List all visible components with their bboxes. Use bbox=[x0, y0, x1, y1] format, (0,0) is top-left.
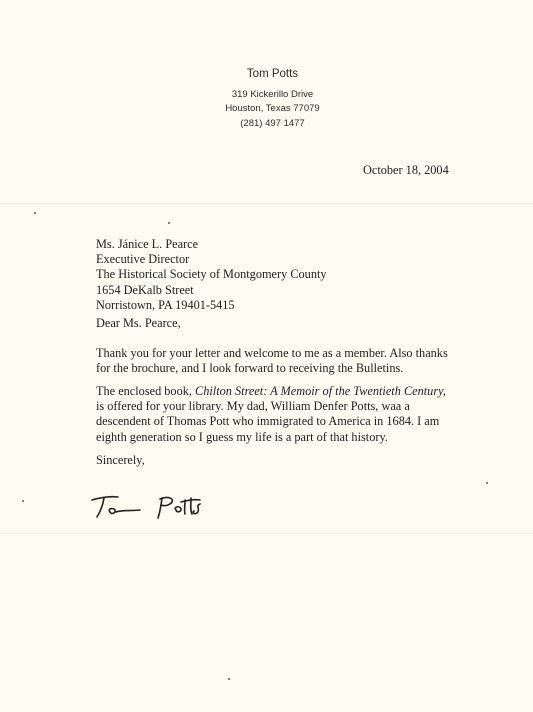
paper-speck bbox=[22, 500, 24, 502]
body-paragraph bbox=[96, 384, 466, 445]
paragraph-text: The enclosed book, bbox=[96, 384, 196, 398]
body-paragraph bbox=[96, 346, 466, 376]
paragraph-line: Thank you for your letter and welcome to me as a member. Also thanks bbox=[96, 346, 448, 360]
paragraph-line: eighth generation so I guess my life is a part of that history. bbox=[96, 429, 388, 444]
letterhead-name: Tom Potts bbox=[246, 68, 299, 80]
book-title: Chilton Street: A Memoir of the Twentieth Century, bbox=[195, 384, 446, 398]
letter-date: October 18, 2004 bbox=[363, 163, 449, 177]
paper-speck bbox=[34, 212, 36, 214]
recipient-address bbox=[96, 237, 327, 313]
letterhead-city: Houston, Texas 77079 bbox=[225, 103, 320, 114]
recipient-name: Ms. Jánice L. Pearce bbox=[96, 237, 199, 251]
letterhead-phone: (281) 497 1477 bbox=[240, 118, 305, 129]
salutation: Dear Ms. Pearce, bbox=[96, 316, 181, 330]
recipient-title: Executive Director bbox=[96, 252, 190, 267]
closing: Sincerely, bbox=[96, 453, 145, 467]
paper-speck bbox=[228, 678, 230, 680]
paragraph-line bbox=[96, 384, 466, 399]
paper-speck bbox=[168, 222, 170, 224]
paragraph-line: descendent of Thomas Pott who immigrated to America in 1684. I am bbox=[96, 414, 440, 429]
letterhead-address: 319 Kickerillo Drive bbox=[231, 89, 314, 100]
paragraph-line: for the brochure, and I look forward to receiving the Bulletins. bbox=[96, 361, 404, 376]
paper-speck bbox=[486, 482, 488, 484]
fold-line bbox=[0, 533, 533, 535]
handwritten-signature bbox=[88, 488, 228, 528]
paragraph-line: is offered for your library. My dad, William Denfer Potts, waa a bbox=[96, 399, 410, 414]
fold-line bbox=[0, 203, 533, 205]
recipient-street: 1654 DeKalb Street bbox=[96, 282, 194, 297]
recipient-organization: The Historical Society of Montgomery County bbox=[96, 267, 327, 282]
recipient-city: Norristown, PA 19401-5415 bbox=[96, 297, 235, 312]
